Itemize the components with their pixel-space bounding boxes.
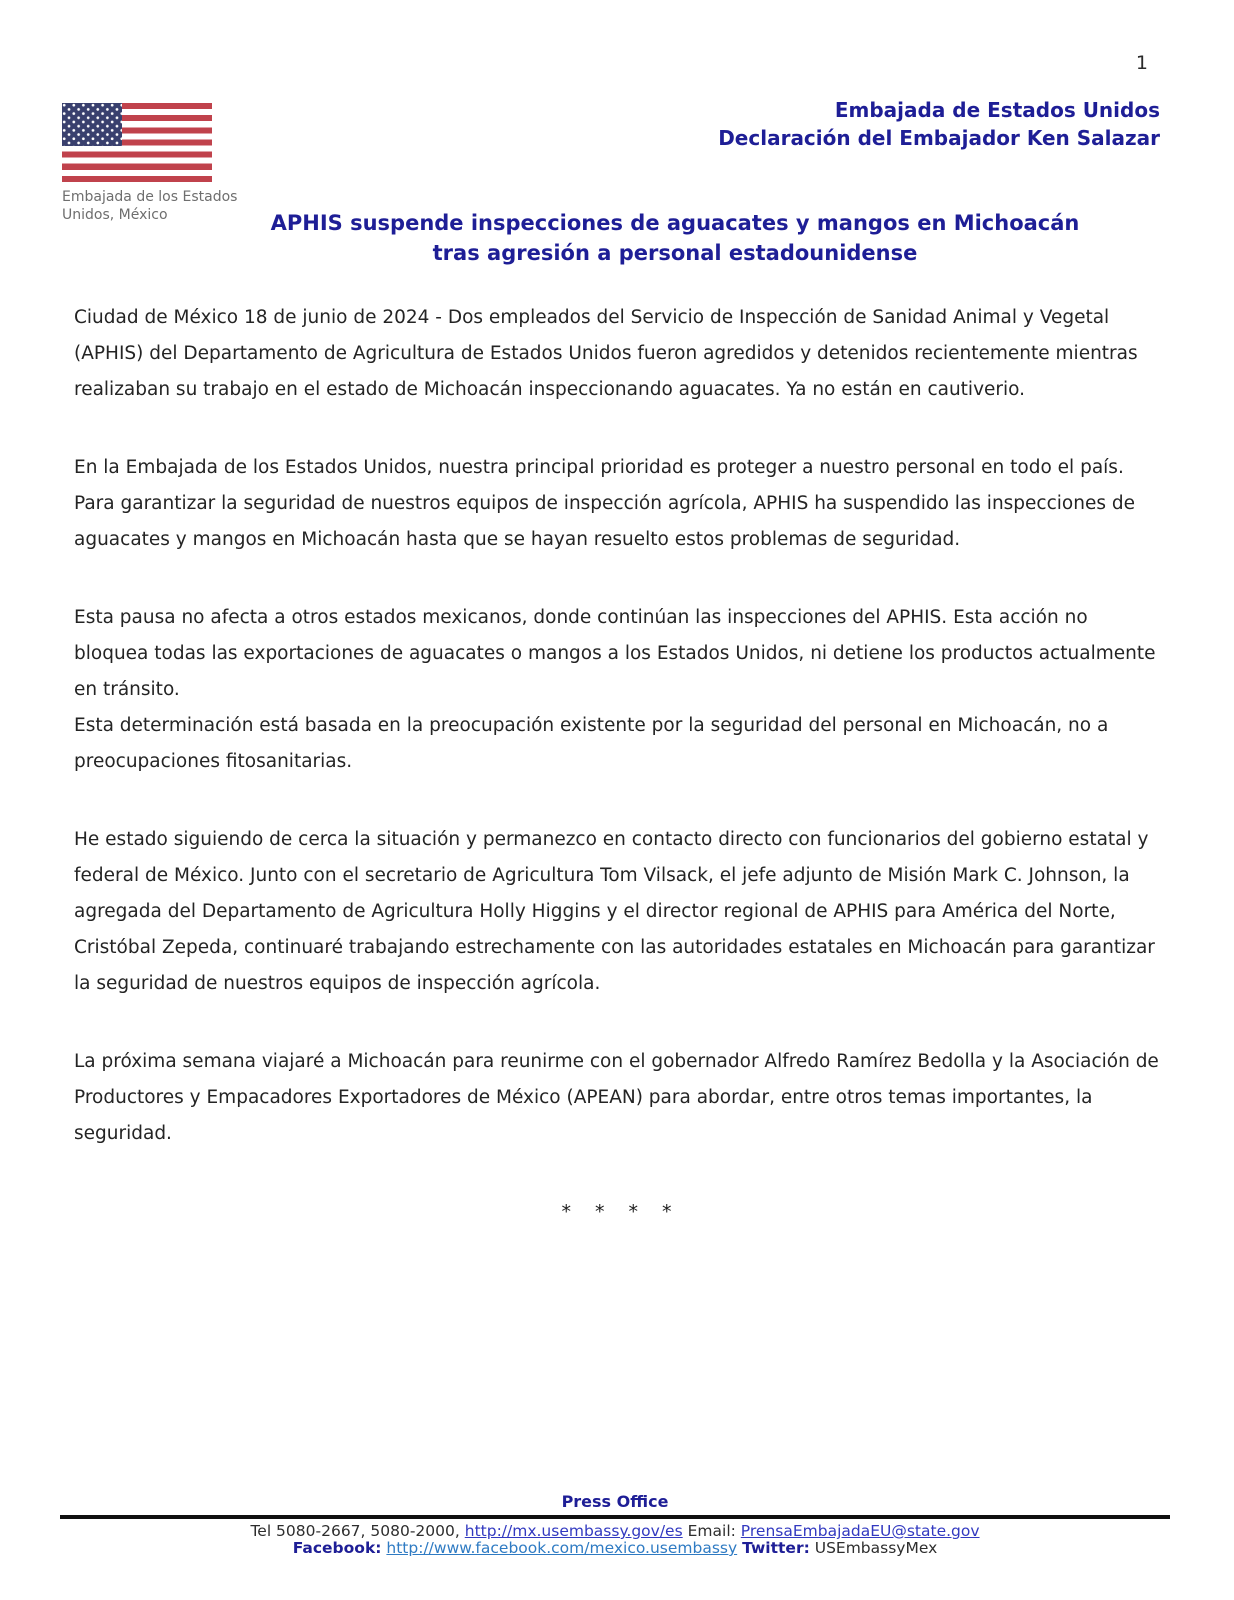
footer-divider bbox=[60, 1515, 1170, 1519]
embassy-logo bbox=[62, 103, 252, 224]
facebook-label: Facebook: bbox=[292, 1539, 382, 1557]
embassy-website-link[interactable]: http://mx.usembassy.gov/es bbox=[464, 1522, 683, 1540]
document-title-line-1: APHIS suspende inspecciones de aguacates y mangos en Michoacán bbox=[270, 211, 1080, 235]
press-email-link[interactable]: PrensaEmbajadaEU@state.gov bbox=[740, 1522, 980, 1540]
letterhead-line-2: Declaración del Embajador Ken Salazar bbox=[718, 126, 1160, 150]
flag-canton bbox=[62, 103, 122, 146]
body-paragraph: He estado siguiendo de cerca la situación y permanezco en contacto directo con funcionarios del gobierno estatal y federal de México. Junto con el secretario de Agricultura Tom Vilsack, el jefe adjunto de Misión Mark C. Johnson, la agregada del Departamento de Agricultura Holly Higgins y el director regional de APHIS para América del Norte, Cristóbal Zepeda, continuaré trabajando estrechamente con las autoridades estatales en Michoacán para garantizar la seguridad de nuestros equipos de inspección agrícola. bbox=[74, 829, 1155, 994]
body-paragraph: Esta determinación está basada en la preocupación existente por la seguridad del personal en Michoacán, no a preocupaciones fitosanitarias. bbox=[74, 715, 1109, 772]
letterhead-line-1: Embajada de Estados Unidos bbox=[834, 98, 1160, 122]
document-footer bbox=[60, 1492, 1170, 1557]
letterhead-header bbox=[718, 96, 1160, 152]
twitter-label: Twitter: bbox=[742, 1539, 810, 1557]
logo-caption-line-1: Embajada de los Estados bbox=[62, 189, 238, 205]
document-title-line-2: tras agresión a personal estadounidense bbox=[432, 241, 918, 265]
footer-email-label: Email: bbox=[687, 1522, 736, 1540]
section-separator-asterisks: * * * * bbox=[561, 1201, 673, 1223]
footer-contact-line bbox=[60, 1523, 1170, 1540]
footer-social-line bbox=[60, 1540, 1170, 1557]
body-paragraph: En la Embajada de los Estados Unidos, nuestra principal prioridad es proteger a nuestro personal en todo el país. Para garantizar la seguridad de nuestros equipos de inspección agrícola, APHIS ha suspendido las inspecciones de aguacates y mangos en Michoacán hasta que se hayan resuelto estos problemas de seguridad. bbox=[74, 457, 1135, 550]
document-body bbox=[74, 300, 1160, 1230]
page-number: 1 bbox=[1135, 52, 1148, 74]
us-flag-icon bbox=[62, 103, 212, 182]
press-office-heading: Press Office bbox=[561, 1492, 669, 1511]
document-title bbox=[210, 208, 1140, 268]
facebook-link[interactable]: http://www.facebook.com/mexico.usembassy bbox=[386, 1539, 738, 1557]
twitter-handle: USEmbassyMex bbox=[814, 1539, 938, 1557]
logo-caption-line-2: Unidos, México bbox=[62, 207, 168, 223]
footer-tel-text: Tel 5080-2667, 5080-2000, bbox=[250, 1522, 460, 1540]
body-paragraph: Esta pausa no afecta a otros estados mexicanos, donde continúan las inspecciones del APHIS. Esta acción no bloquea todas las exportaciones de aguacates o mangos a los Estados Unidos, ni detiene los productos actualmente en tránsito. bbox=[74, 607, 1156, 700]
body-paragraph: La próxima semana viajaré a Michoacán para reunirme con el gobernador Alfredo Ramírez Bedolla y la Asociación de Productores y Empacadores Exportadores de México (APEAN) para abordar, entre otros temas importantes, la seguridad. bbox=[74, 1051, 1159, 1144]
body-paragraph: Ciudad de México 18 de junio de 2024 - Dos empleados del Servicio de Inspección de Sanidad Animal y Vegetal (APHIS) del Departamento de Agricultura de Estados Unidos fueron agredidos y detenidos recientemente mientras realizaban su trabajo en el estado de Michoacán inspeccionando aguacates. Ya no están en cautiverio. bbox=[74, 307, 1138, 400]
